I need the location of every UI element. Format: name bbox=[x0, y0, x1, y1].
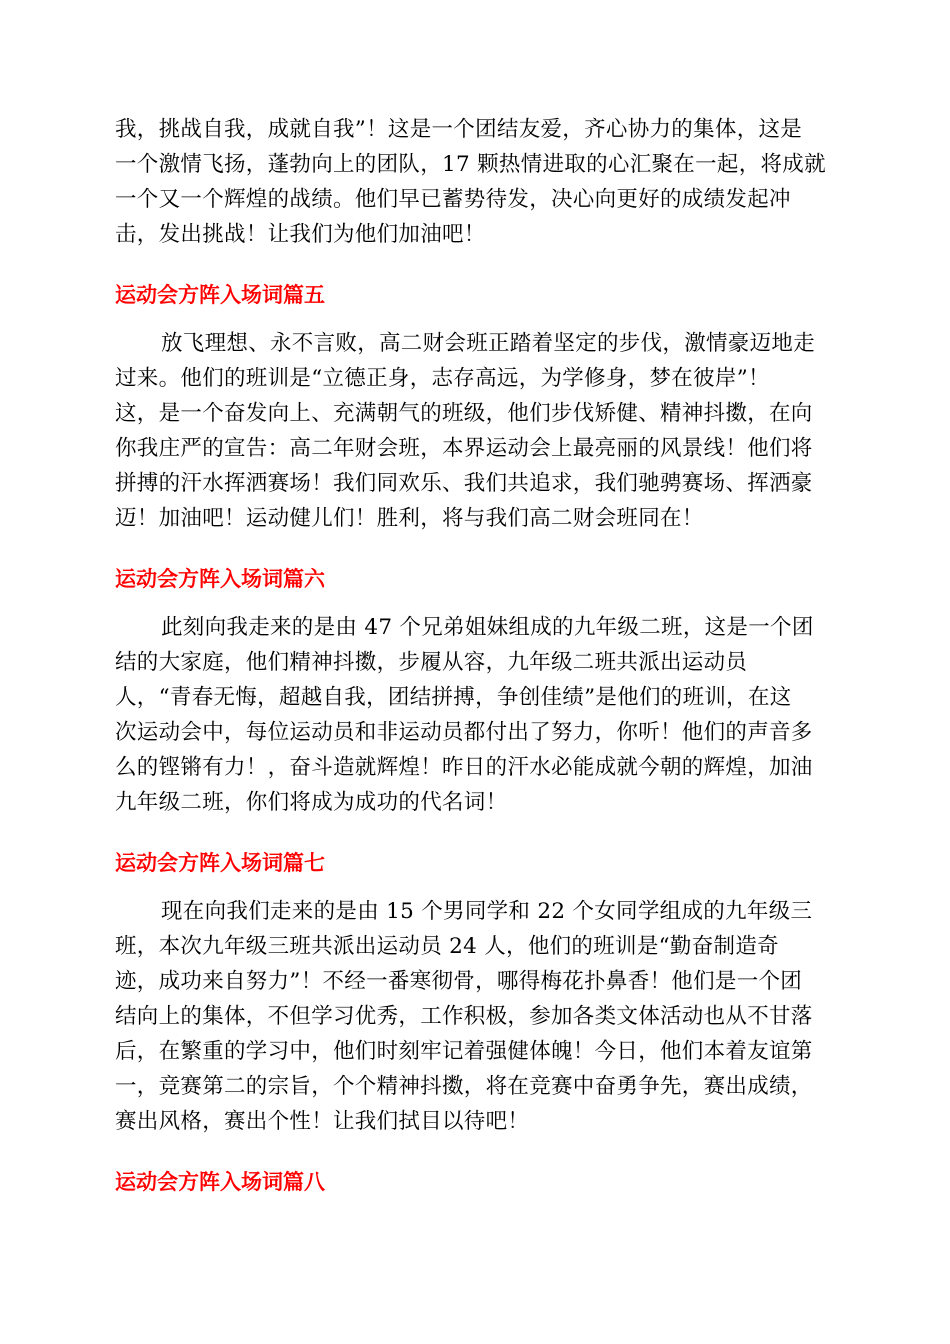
paragraph-line: 过来。他们的班训是“立德正身，志存高远，为学修身，梦在彼岸”！ bbox=[115, 366, 770, 391]
paragraph-line: 迹，成功来自努力”！不经一番寒彻骨，哪得梅花扑鼻香！他们是一个团 bbox=[115, 969, 803, 994]
paragraph-line: 现在向我们走来的是由 15 个男同学和 22 个女同学组成的九年级三 bbox=[161, 899, 813, 924]
paragraph-line: 次运动会中，每位运动员和非运动员都付出了努力，你听！他们的声音多 bbox=[115, 720, 813, 745]
paragraph-line: 你我庄严的宣告：高二年财会班，本界运动会上最亮丽的风景线！他们将 bbox=[115, 436, 813, 461]
paragraph-line: 结向上的集体，不但学习优秀，工作积极，参加各类文体活动也从不甘落 bbox=[115, 1004, 813, 1029]
paragraph-line: 人，“青春无悔，超越自我，团结拼搏，争创佳绩”是他们的班训，在这 bbox=[115, 685, 792, 710]
paragraph-line: 拼搏的汗水挥洒赛场！我们同欢乐、我们共追求，我们驰骋赛场、挥洒豪 bbox=[115, 471, 813, 496]
paragraph-line: 此刻向我走来的是由 47 个兄弟姐妹组成的九年级二班，这是一个团 bbox=[161, 615, 814, 640]
paragraph-line: 么的铿锵有力！，奋斗造就辉煌！昨日的汗水必能成就今朝的辉煌，加油 bbox=[115, 755, 813, 780]
paragraph-line: 一，竞赛第二的宗旨，个个精神抖擞，将在竞赛中奋勇争先，赛出成绩， bbox=[115, 1074, 813, 1099]
section-paragraph-5 bbox=[115, 326, 835, 536]
paragraph-line: 赛出风格，赛出个性！让我们拭目以待吧！ bbox=[115, 1109, 530, 1134]
paragraph-line: 九年级二班，你们将成为成功的代名词！ bbox=[115, 790, 508, 815]
paragraph-line: 迈！加油吧！运动健儿们！胜利，将与我们高二财会班同在！ bbox=[115, 506, 704, 531]
paragraph-line: 后，在繁重的学习中，他们时刻牢记着强健体魄！今日，他们本着友谊第 bbox=[115, 1039, 813, 1064]
paragraph-line: 一个又一个辉煌的战绩。他们早已蓄势待发，决心向更好的成绩发起冲 bbox=[115, 187, 791, 212]
section-paragraph-7 bbox=[115, 894, 835, 1139]
paragraph-line: 我，挑战自我，成就自我”！这是一个团结友爱，齐心协力的集体，这是 bbox=[115, 117, 803, 142]
paragraph-line: 这，是一个奋发向上、充满朝气的班级，他们步伐矫健、精神抖擞，在向 bbox=[115, 401, 813, 426]
paragraph-line: 放飞理想、永不言败，高二财会班正踏着坚定的步伐，激情豪迈地走 bbox=[161, 331, 816, 356]
section-heading-6: 运动会方阵入场词篇六 bbox=[115, 567, 325, 591]
paragraph-line: 一个激情飞扬，蓬勃向上的团队，17 颗热情进取的心汇聚在一起，将成就 bbox=[115, 152, 826, 177]
section-heading-7: 运动会方阵入场词篇七 bbox=[115, 851, 325, 875]
paragraph-line: 班，本次九年级三班共派出运动员 24 人，他们的班训是“勤奋制造奇 bbox=[115, 934, 779, 959]
paragraph-line: 结的大家庭，他们精神抖擞，步履从容，九年级二班共派出运动员 bbox=[115, 650, 748, 675]
intro-paragraph bbox=[115, 112, 835, 252]
document-page bbox=[115, 112, 835, 1196]
paragraph-line: 击，发出挑战！让我们为他们加油吧！ bbox=[115, 222, 486, 247]
section-paragraph-6 bbox=[115, 610, 835, 820]
section-heading-8: 运动会方阵入场词篇八 bbox=[115, 1170, 325, 1194]
section-heading-5: 运动会方阵入场词篇五 bbox=[115, 283, 325, 307]
